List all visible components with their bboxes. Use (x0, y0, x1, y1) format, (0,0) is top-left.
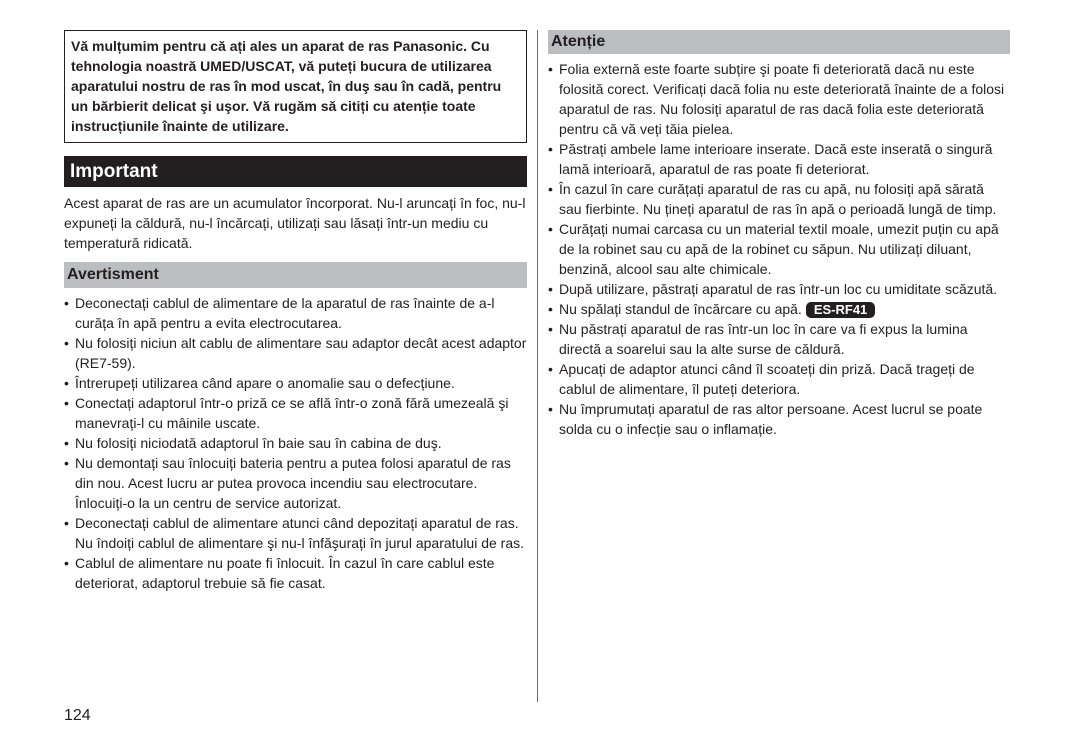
warning-item (64, 433, 527, 453)
warning-item-text: Deconectați cablul de alimentare atunci când depozitați aparatul de ras. Nu îndoiți cablul de alimentare şi nu-l înfăşurați în jurul aparatului de ras. (75, 515, 525, 551)
bullet-icon: • (548, 141, 553, 157)
warning-item (64, 393, 527, 433)
caution-item-text: Nu spălați standul de încărcare cu apă. (559, 301, 802, 317)
bullet-icon: • (64, 295, 69, 311)
page-number: 124 (64, 707, 91, 724)
bullet-icon: • (548, 61, 553, 77)
caution-item (548, 399, 1010, 439)
important-text: Acest aparat de ras are un acumulator încorporat. Nu-l aruncați în foc, nu-l expuneți la căldură, nu-l încărcați, utilizați sau lăsați într-un mediu cu temperatură ridicată. (64, 195, 526, 251)
warning-item (64, 453, 527, 513)
model-badge: ES-RF41 (806, 302, 875, 318)
warning-item (64, 333, 527, 373)
caution-item-text: În cazul în care curățați aparatul de ras cu apă, nu folosiți apă sărată sau fierbinte. Nu țineți aparatul de ras în apă o perioadă lungă de timp. (559, 181, 997, 217)
bullet-icon: • (64, 555, 69, 571)
bullet-icon: • (64, 375, 69, 391)
bullet-icon: • (64, 435, 69, 451)
bullet-icon: • (548, 221, 553, 237)
warning-item-text: Nu demontați sau înlocuiți bateria pentru a putea folosi aparatul de ras din nou. Acest lucru ar putea provoca incendiu sau electrocutare. Înlocuiți-o la un centru de service autorizat. (75, 455, 511, 511)
caution-item (548, 359, 1010, 399)
right-column (548, 30, 1010, 439)
important-heading: Important (64, 156, 527, 187)
caution-item-text: Nu păstrați aparatul de ras într-un loc în care va fi expus la lumina directă a soarelui sau la alte surse de căldură. (559, 321, 968, 357)
bullet-icon: • (548, 301, 553, 317)
warning-item (64, 553, 527, 593)
warning-item-text: Întrerupeți utilizarea când apare o anomalie sau o defecțiune. (75, 375, 455, 391)
bullet-icon: • (64, 515, 69, 531)
bullet-icon: • (548, 321, 553, 337)
caution-item-text: Păstrați ambele lame interioare inserate. Dacă este inserată o singură lamă interioară, aparatul de ras poate fi deteriorat. (559, 141, 993, 177)
warning-item-text: Nu folosiți niciodată adaptorul în baie sau în cabina de duş. (75, 435, 442, 451)
caution-item (548, 279, 1010, 299)
caution-item (548, 219, 1010, 279)
warning-item-text: Nu folosiți niciun alt cablu de alimentare sau adaptor decât acest adaptor (RE7-59). (75, 335, 527, 371)
bullet-icon: • (64, 395, 69, 411)
caution-list (548, 59, 1010, 439)
intro-box: Vă mulțumim pentru că ați ales un aparat de ras Panasonic. Cu tehnologia noastră UMED/USCAT, vă puteți bucura de utilizarea aparatului nostru de ras în mod uscat, în duş sau în cadă, pentru un bărbierit delicat şi uşor. Vă rugăm să citiți cu atenție toate instrucțiunile înainte de utilizare. (64, 30, 527, 143)
column-divider (537, 30, 538, 702)
bullet-icon: • (64, 455, 69, 471)
caution-item-text: Folia externă este foarte subțire şi poate fi deteriorată dacă nu este folosită corect. Verificați dacă folia nu este deteriorată înainte de a folosi aparatul de ras. Nu folosiți aparatul de ras dacă folia este deteriorată pentru că vă veți tăia pielea. (559, 61, 1005, 137)
caution-item-text: Nu împrumutați aparatul de ras altor persoane. Acest lucrul se poate solda cu o infecție sau o inflamație. (559, 401, 983, 437)
caution-item (548, 179, 1010, 219)
caution-item (548, 319, 1010, 359)
warning-item-text: Deconectați cablul de alimentare de la aparatul de ras înainte de a-l curăța în apă pentru a evita electrocutarea. (75, 295, 495, 331)
warning-item (64, 513, 527, 553)
caution-item-text: Curățați numai carcasa cu un material textil moale, umezit puțin cu apă de la robinet sau cu apă de la robinet cu săpun. Nu utilizați diluant, benzină, alcool sau alte chimicale. (559, 221, 999, 277)
caution-item-text: Apucați de adaptor atunci când îl scoateți din priză. Dacă trageți de cablul de alimentare, îl puteți deteriora. (559, 361, 975, 397)
bullet-icon: • (548, 181, 553, 197)
warning-heading: Avertisment (64, 262, 527, 288)
bullet-icon: • (548, 361, 553, 377)
warning-item-text: Conectați adaptorul într-o priză ce se află într-o zonă fără umezeală şi manevrați-l cu mâinile uscate. (75, 395, 509, 431)
bullet-icon: • (548, 281, 553, 297)
warning-item-text: Cablul de alimentare nu poate fi înlocuit. În cazul în care cablul este deteriorat, adaptorul trebuie să fie casat. (75, 555, 495, 591)
caution-item (548, 139, 1010, 179)
bullet-icon: • (548, 401, 553, 417)
left-column (64, 30, 527, 593)
caution-item-text: După utilizare, păstrați aparatul de ras într-un loc cu umiditate scăzută. (559, 281, 998, 297)
caution-item (548, 59, 1010, 139)
warning-list (64, 293, 527, 593)
caution-item-stand (548, 299, 1010, 319)
warning-item (64, 293, 527, 333)
bullet-icon: • (64, 335, 69, 351)
warning-item (64, 373, 527, 393)
caution-heading: Atenție (548, 30, 1010, 54)
